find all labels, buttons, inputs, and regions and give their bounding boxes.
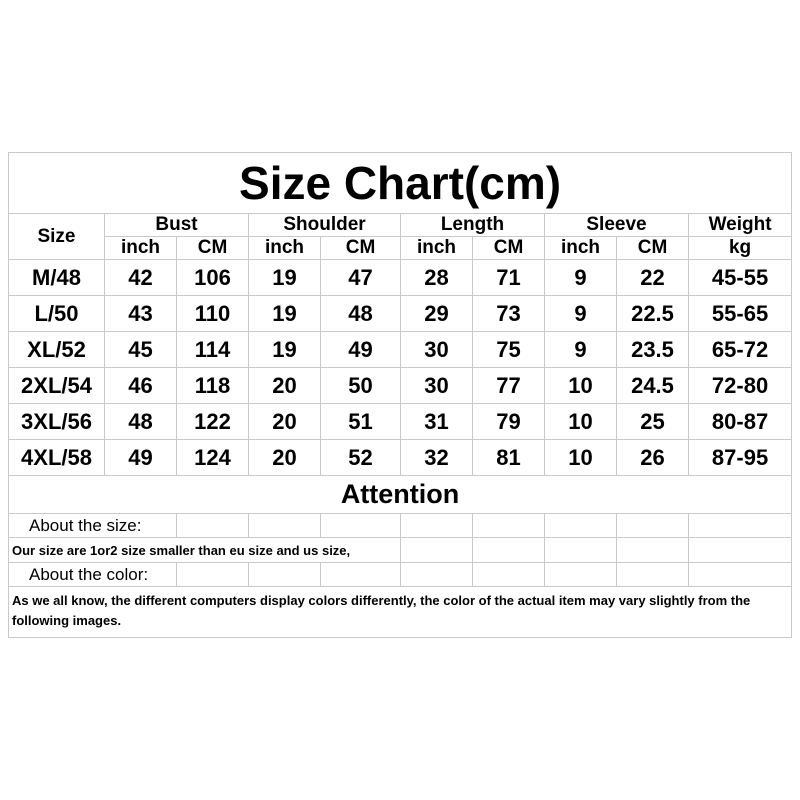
table-cell: 45 <box>105 332 177 368</box>
blank-cell <box>321 563 401 587</box>
table-cell: 65-72 <box>689 332 792 368</box>
size-cell: 2XL/54 <box>9 368 105 404</box>
table-cell: 43 <box>105 296 177 332</box>
table-cell: 79 <box>473 404 545 440</box>
unit-header: inch <box>249 237 321 260</box>
table-cell: 10 <box>545 368 617 404</box>
size-chart-sheet <box>8 152 791 638</box>
blank-cell <box>401 514 473 538</box>
blank-cell <box>177 563 249 587</box>
blank-cell <box>401 563 473 587</box>
table-cell: 29 <box>401 296 473 332</box>
table-cell: 124 <box>177 440 249 476</box>
table-cell: 9 <box>545 332 617 368</box>
table-row <box>9 332 792 368</box>
shoulder-header: Shoulder <box>249 214 401 237</box>
blank-cell <box>473 514 545 538</box>
table-cell: 71 <box>473 260 545 296</box>
blank-cell <box>617 563 689 587</box>
size-note-text-row <box>9 538 792 563</box>
table-cell: 114 <box>177 332 249 368</box>
table-row <box>9 440 792 476</box>
size-cell: 3XL/56 <box>9 404 105 440</box>
sleeve-header: Sleeve <box>545 214 689 237</box>
table-cell: 9 <box>545 260 617 296</box>
unit-header: CM <box>473 237 545 260</box>
blank-cell <box>177 514 249 538</box>
table-cell: 22 <box>617 260 689 296</box>
unit-header: inch <box>545 237 617 260</box>
unit-header: inch <box>105 237 177 260</box>
blank-cell <box>617 514 689 538</box>
table-cell: 87-95 <box>689 440 792 476</box>
about-size-label: About the size: <box>9 514 177 538</box>
table-cell: 106 <box>177 260 249 296</box>
table-cell: 48 <box>105 404 177 440</box>
table-cell: 48 <box>321 296 401 332</box>
table-cell: 49 <box>321 332 401 368</box>
blank-cell <box>249 563 321 587</box>
table-cell: 72-80 <box>689 368 792 404</box>
table-cell: 47 <box>321 260 401 296</box>
unit-header: CM <box>617 237 689 260</box>
table-cell: 19 <box>249 296 321 332</box>
unit-header: inch <box>401 237 473 260</box>
table-row <box>9 368 792 404</box>
size-note-label-row <box>9 514 792 538</box>
table-cell: 26 <box>617 440 689 476</box>
table-cell: 10 <box>545 404 617 440</box>
about-size-text: Our size are 1or2 size smaller than eu size and us size, <box>9 538 401 563</box>
bust-header: Bust <box>105 214 249 237</box>
table-cell: 75 <box>473 332 545 368</box>
blank-cell <box>545 514 617 538</box>
chart-title: Size Chart(cm) <box>9 153 792 214</box>
unit-header: kg <box>689 237 792 260</box>
table-cell: 110 <box>177 296 249 332</box>
size-header: Size <box>9 214 105 260</box>
table-cell: 50 <box>321 368 401 404</box>
table-cell: 81 <box>473 440 545 476</box>
table-cell: 122 <box>177 404 249 440</box>
table-row <box>9 260 792 296</box>
unit-header: CM <box>177 237 249 260</box>
blank-cell <box>321 514 401 538</box>
table-row <box>9 404 792 440</box>
table-cell: 30 <box>401 332 473 368</box>
table-cell: 20 <box>249 440 321 476</box>
table-row <box>9 296 792 332</box>
table-cell: 42 <box>105 260 177 296</box>
table-cell: 31 <box>401 404 473 440</box>
unit-header: CM <box>321 237 401 260</box>
size-cell: XL/52 <box>9 332 105 368</box>
blank-cell <box>689 514 792 538</box>
table-cell: 46 <box>105 368 177 404</box>
table-cell: 118 <box>177 368 249 404</box>
about-color-text: As we all know, the different computers display colors differently, the color of the actual item may vary slightly from the following images. <box>9 587 792 638</box>
table-cell: 22.5 <box>617 296 689 332</box>
weight-header: Weight <box>689 214 792 237</box>
blank-cell <box>545 538 617 563</box>
blank-cell <box>401 538 473 563</box>
blank-cell <box>473 538 545 563</box>
blank-cell <box>617 538 689 563</box>
table-cell: 25 <box>617 404 689 440</box>
size-cell: L/50 <box>9 296 105 332</box>
table-cell: 9 <box>545 296 617 332</box>
table-cell: 80-87 <box>689 404 792 440</box>
about-color-label: About the color: <box>9 563 177 587</box>
table-cell: 24.5 <box>617 368 689 404</box>
table-cell: 49 <box>105 440 177 476</box>
table-cell: 23.5 <box>617 332 689 368</box>
table-cell: 20 <box>249 368 321 404</box>
table-cell: 55-65 <box>689 296 792 332</box>
size-cell: 4XL/58 <box>9 440 105 476</box>
blank-cell <box>689 538 792 563</box>
table-cell: 28 <box>401 260 473 296</box>
table-cell: 52 <box>321 440 401 476</box>
table-cell: 19 <box>249 332 321 368</box>
table-cell: 77 <box>473 368 545 404</box>
blank-cell <box>249 514 321 538</box>
color-note-text-row <box>9 587 792 638</box>
blank-cell <box>473 563 545 587</box>
length-header: Length <box>401 214 545 237</box>
table-cell: 51 <box>321 404 401 440</box>
table-cell: 20 <box>249 404 321 440</box>
size-cell: M/48 <box>9 260 105 296</box>
table-cell: 32 <box>401 440 473 476</box>
table-cell: 45-55 <box>689 260 792 296</box>
table-cell: 30 <box>401 368 473 404</box>
size-chart-table <box>8 152 792 638</box>
blank-cell <box>689 563 792 587</box>
table-cell: 10 <box>545 440 617 476</box>
blank-cell <box>545 563 617 587</box>
table-cell: 73 <box>473 296 545 332</box>
color-note-label-row <box>9 563 792 587</box>
table-cell: 19 <box>249 260 321 296</box>
attention-heading: Attention <box>9 476 792 514</box>
